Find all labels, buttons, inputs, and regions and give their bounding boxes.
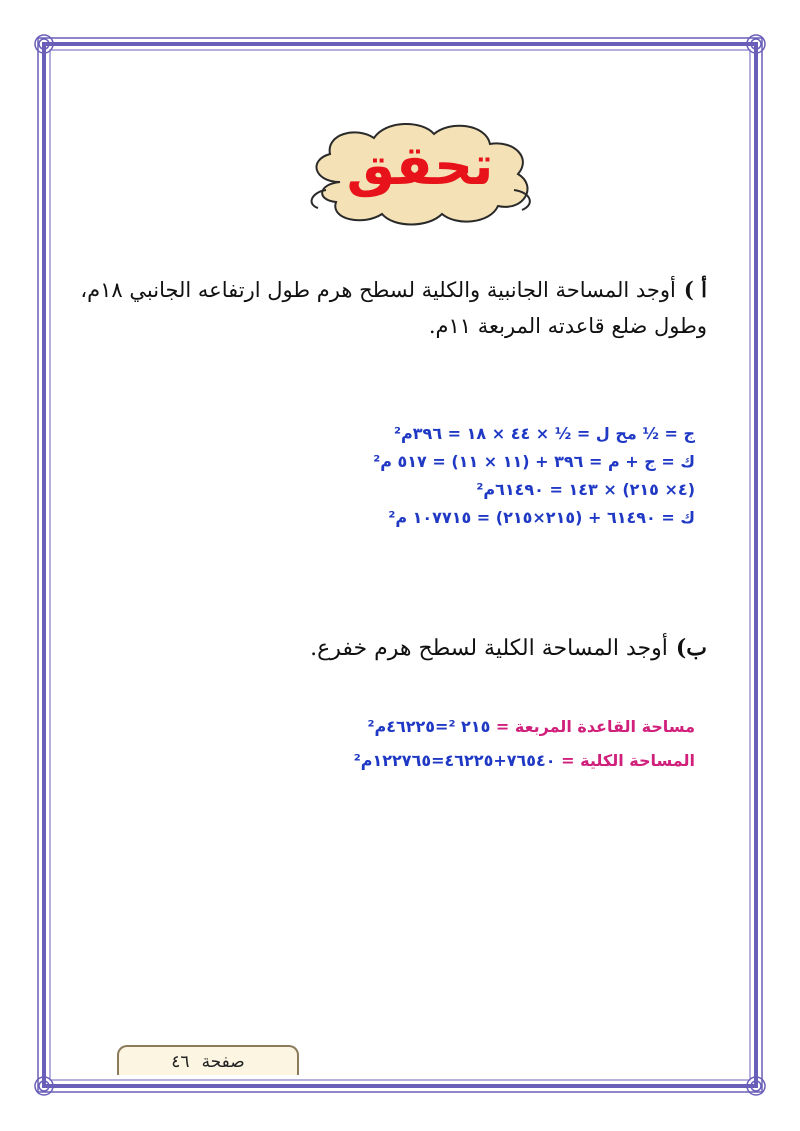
solution-b-label: المساحة الكلية = <box>561 751 695 770</box>
question-b <box>67 630 707 667</box>
solution-b <box>175 710 695 778</box>
solution-a-line: ك = ٦١٤٩٠ + (٢١٥×٢١٥) = ١٠٧٧١٥ م² <box>388 508 695 527</box>
page-label: صفحة <box>201 1052 245 1072</box>
question-a-letter: أ ) <box>683 277 707 302</box>
question-a <box>67 272 707 344</box>
solution-a <box>175 420 695 532</box>
page-title: تحقق <box>346 134 494 197</box>
solution-a-line: ك = ج + م = ٣٩٦ + (١١ × ١١) = ٥١٧ م² <box>373 452 695 471</box>
solution-b-line <box>175 710 695 744</box>
solution-a-line: ج = ½ مح ل = ½ × ٤٤ × ١٨ = ٣٩٦م² <box>394 424 695 443</box>
solution-b-value: ٢١٥ ²=٤٦٢٢٥م² <box>367 717 491 736</box>
question-b-letter: ب) <box>675 635 707 661</box>
solution-b-line <box>175 744 695 778</box>
solution-a-line: (٤× ٢١٥) × ١٤٣ = ٦١٤٩٠م² <box>476 480 695 499</box>
solution-b-value: ٧٦٥٤٠+٤٦٢٢٥=١٢٢٧٦٥م² <box>353 751 556 770</box>
page-number: ٤٦ <box>171 1052 190 1072</box>
question-a-text: أوجد المساحة الجانبية والكلية لسطح هرم طول ارتفاعه الجانبي ١٨م، وطول ضلع قاعدته المربعة ١١م. <box>80 278 707 338</box>
solution-b-label: مساحة القاعدة المربعة = <box>495 717 695 736</box>
question-b-text: أوجد المساحة الكلية لسطح هرم خفرع. <box>310 636 668 661</box>
page-number-tab <box>117 1045 299 1075</box>
title-cloud <box>300 120 540 230</box>
